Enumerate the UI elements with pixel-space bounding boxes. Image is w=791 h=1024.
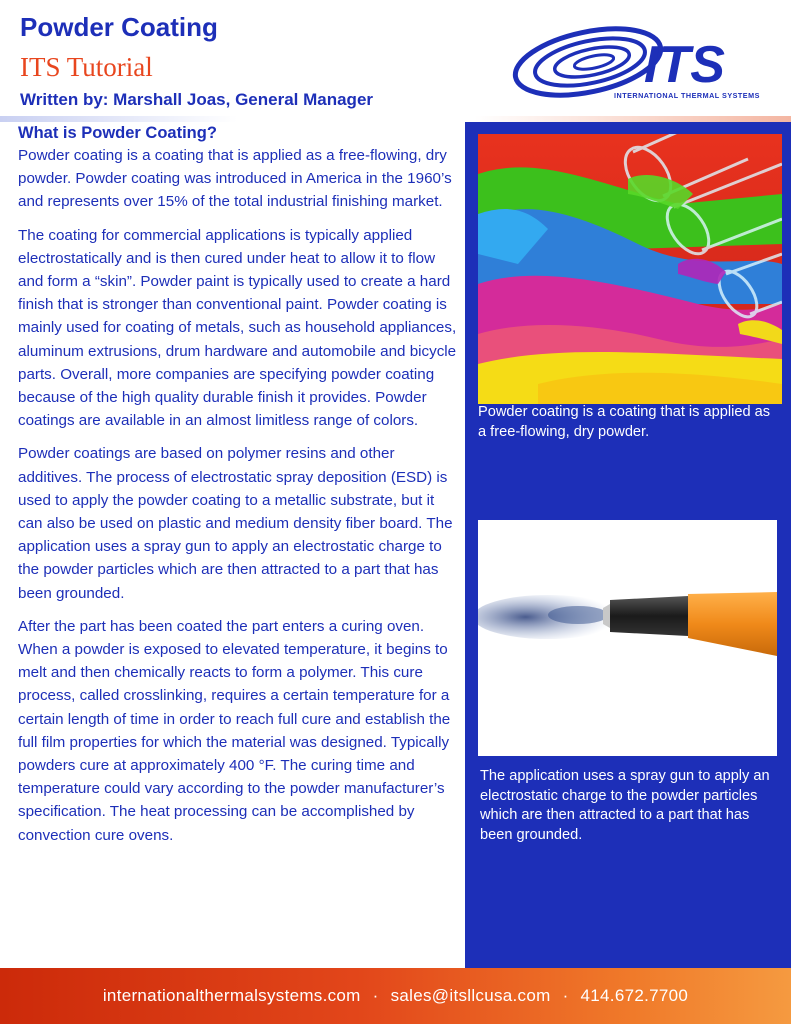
its-logo bbox=[508, 22, 774, 108]
footer-separator: · bbox=[562, 986, 569, 1005]
powder-pigments-photo bbox=[478, 134, 782, 404]
footer-email[interactable]: sales@itsllcusa.com bbox=[390, 986, 551, 1005]
paragraph-application: The coating for commercial applications is typically applied electrostatically and is then cured under heat to allow it to flow and form a “skin”. Powder paint is typically used to create a hard finish that is stronger than conventional paint. Powder coating is mainly used for coating of metals, such as household appliances, aluminum extrusions, drum hardware and automobile and bicycle parts. Overall, more companies are specifying powder coating because of the high quality durable finish it provides. Powder coatings are available in an almost limitless range of colors. bbox=[18, 226, 457, 430]
page-title: Powder Coating bbox=[20, 12, 218, 42]
photo1-caption: Powder coating is a coating that is applied as a free-flowing, dry powder. bbox=[478, 404, 771, 440]
logo-wordmark: ITS bbox=[644, 36, 725, 94]
article-body bbox=[18, 122, 460, 857]
footer-website[interactable]: internationalthermalsystems.com bbox=[102, 986, 361, 1005]
footer-separator: · bbox=[372, 986, 379, 1005]
sidebar-panel bbox=[465, 122, 791, 968]
paragraph-curing: After the part has been coated the part enters a curing oven. When a powder is exposed to elevated temperature, it begins to melt and then chemically reacts to form a polymer. This cure process, called crosslinking, requires a certain temperature for a certain length of time in order to reach full cure and establish the full film properties for which the material was designed. Typically powders cure at approximately 400 °F. The curing time and temperature could vary according to the powder manufacturer’s specification. The heat processing can be accomplished by convection cure ovens. bbox=[18, 617, 451, 844]
spray-gun-photo bbox=[478, 520, 777, 756]
author-line: Written by: Marshall Joas, General Manager bbox=[20, 90, 374, 109]
footer-phone[interactable]: 414.672.7700 bbox=[580, 986, 689, 1005]
article-heading: What is Powder Coating? bbox=[18, 124, 217, 142]
logo-tagline: INTERNATIONAL THERMAL SYSTEMS bbox=[614, 91, 760, 100]
paragraph-materials: Powder coatings are based on polymer resins and other additives. The process of electrostatic spray deposition (ESD) is used to apply the powder coating to a metallic substrate, but it can also be used on plastic and medium density fiber board. The application uses a spray gun to apply an electrostatic charge to the powder particles which are then attracted to a part that has been grounded. bbox=[18, 445, 453, 602]
footer bbox=[0, 968, 791, 1024]
photo2-caption: The application uses a spray gun to apply an electrostatic charge to the powder particles which are then attracted to a part that has been grounded. bbox=[480, 768, 770, 843]
page-subtitle: ITS Tutorial bbox=[20, 52, 153, 82]
paragraph-intro: Powder coating is a coating that is applied as a free-flowing, dry powder. Powder coating was introduced in America in the 1960’s and represents over 15% of the total industrial finishing market. bbox=[18, 147, 452, 211]
